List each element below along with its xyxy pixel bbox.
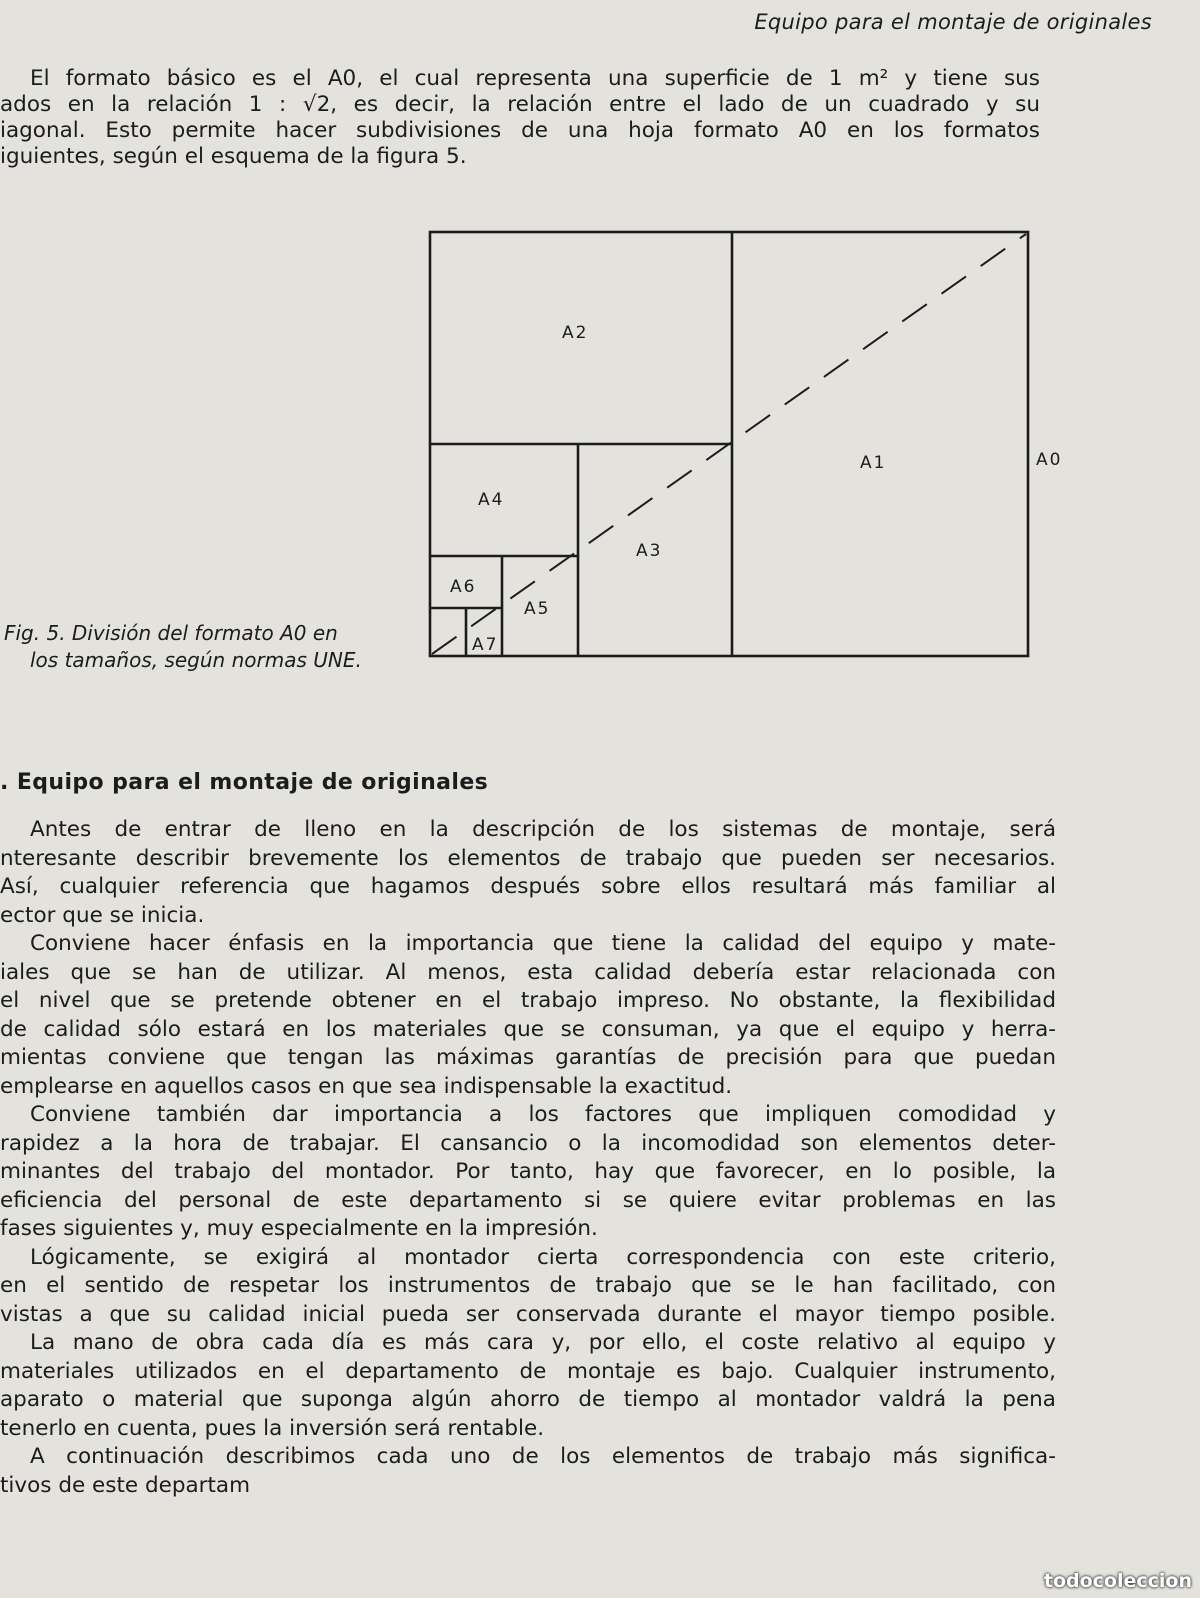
- body-line: A continuación describimos cada uno de los elementos de trabajo más significa-: [30, 1444, 1056, 1469]
- body-line: materiales utilizados en el departamento de montaje es bajo. Cualquier instrumento,: [0, 1358, 1056, 1384]
- body-line: eficiencia del personal de este departamento si se quiere evitar problemas en las: [0, 1187, 1056, 1213]
- body-line: mientas conviene que tengan las máximas garantías de precisión para que puedan: [0, 1045, 1056, 1070]
- body-line: Antes de entrar de lleno en la descripción de los sistemas de montaje, será: [30, 817, 1056, 842]
- body-line: tenerlo en cuenta, pues la inversión será rentable.: [0, 1415, 545, 1441]
- body-line: iales que se han de utilizar. Al menos, esta calidad debería estar relacionada con: [0, 959, 1056, 985]
- label-a5: A5: [524, 599, 551, 619]
- label-a3: A3: [636, 541, 663, 561]
- intro-paragraph: [0, 66, 1040, 170]
- body-line: rapidez a la hora de trabajar. El cansancio o la incomodidad son elementos deter-: [0, 1130, 1056, 1156]
- body-line: el nivel que se pretende obtener en el trabajo impreso. No obstante, la flexibilidad: [0, 988, 1056, 1013]
- intro-line: iguientes, según el esquema de la figura 5.: [0, 144, 467, 169]
- label-a1: A1: [860, 453, 887, 473]
- body-line: emplearse en aquellos casos en que sea indispensable la exactitud.: [0, 1073, 733, 1099]
- label-a0: A0: [1036, 450, 1063, 470]
- body-line: nteresante describir brevemente los elementos de trabajo que pueden ser necesarios.: [0, 845, 1056, 871]
- figure-caption: [4, 620, 362, 674]
- body-line: Conviene hacer énfasis en la importancia que tiene la calidad del equipo y mate-: [30, 931, 1056, 956]
- label-a6: A6: [450, 577, 477, 597]
- label-a2: A2: [562, 323, 589, 343]
- body-line: en el sentido de respetar los instrumentos de trabajo que se le han facilitado, con: [0, 1273, 1056, 1298]
- label-a4: A4: [478, 490, 505, 510]
- body-line: aparato o material que suponga algún ahorro de tiempo al montador valdrá la pena: [0, 1387, 1056, 1412]
- body-line: vistas a que su calidad inicial pueda ser conservada durante el mayor tiempo posible.: [0, 1301, 1056, 1327]
- body-line: fases siguientes y, muy especialmente en la impresión.: [0, 1216, 598, 1241]
- section-title: . Equipo para el montaje de originales: [0, 770, 489, 795]
- caption-line-1: Fig. 5. División del formato A0 en: [4, 621, 338, 645]
- running-head: Equipo para el montaje de originales: [754, 10, 1152, 34]
- label-a7: A7: [472, 635, 499, 655]
- body-line: ector que se inicia.: [0, 902, 205, 928]
- a0-division-diagram: [428, 230, 1040, 660]
- body-line: minantes del trabajo del montador. Por tanto, hay que favorecer, en lo posible, la: [0, 1159, 1056, 1184]
- intro-line: El formato básico es el A0, el cual representa una superficie de 1 m² y tiene sus: [30, 66, 1040, 91]
- body-line: Así, cualquier referencia que hagamos después sobre ellos resultará más familiar al: [0, 874, 1056, 899]
- intro-line: iagonal. Esto permite hacer subdivisiones de una hoja formato A0 en los formatos: [0, 118, 1040, 143]
- watermark-logo: todocoleccion: [1043, 1570, 1192, 1592]
- body-line: La mano de obra cada día es más cara y, por ello, el coste relativo al equipo y: [30, 1330, 1056, 1355]
- body-line: tivos de este departam: [0, 1472, 251, 1498]
- body-line: de calidad sólo estará en los materiales que se consuman, ya que el equipo y herra-: [0, 1016, 1056, 1042]
- intro-line: ados en la relación 1 : √2, es decir, la relación entre el lado de un cuadrado y su: [0, 92, 1040, 117]
- body-text: [0, 816, 1056, 1500]
- body-line: Lógicamente, se exigirá al montador cierta correspondencia con este criterio,: [30, 1244, 1056, 1270]
- caption-line-2: los tamaños, según normas UNE.: [30, 648, 362, 672]
- figure-a0-division: [428, 230, 1040, 660]
- body-line: Conviene también dar importancia a los factores que impliquen comodidad y: [30, 1102, 1056, 1127]
